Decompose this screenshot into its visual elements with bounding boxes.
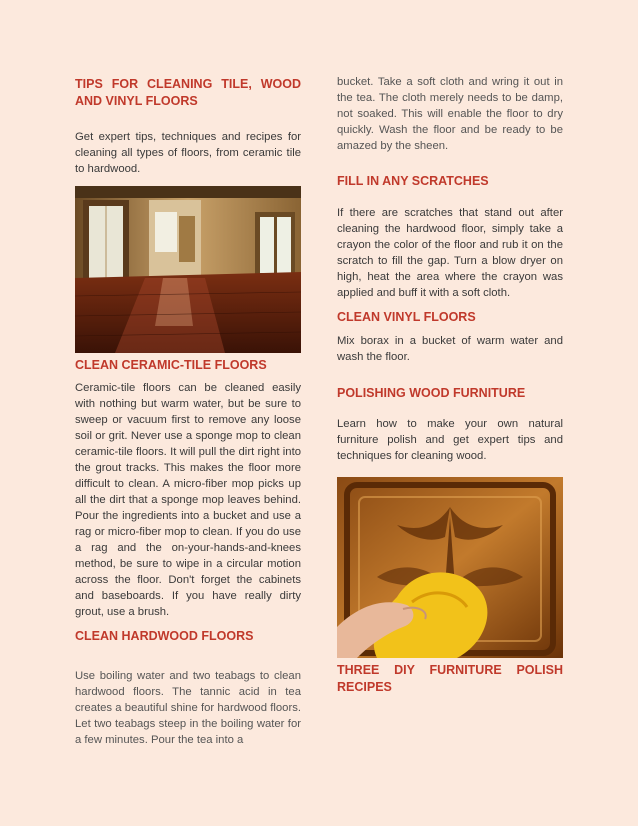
polish-paragraph: Learn how to make your own natural furniture polish and get expert tips and techniques for cleaning wood. xyxy=(337,418,563,462)
scratch-paragraph: If there are scratches that stand out after cleaning the hardwood floor, simply take a crayon the color of the floor and rub it on the scratch to fill the gap. Turn a blow dryer on high, heat the area where the crayon was applied and buff it with a soft cloth. xyxy=(337,207,563,299)
ceramic-heading: CLEAN CERAMIC-TILE FLOORS xyxy=(75,358,267,372)
hardwood-paragraph: Use boiling water and two teabags to clean hardwood floors. The tannic acid in tea creates a beautiful shine for hardwood floors. Let two teabags steep in the boiling water for a few minutes. Pour the tea into a xyxy=(75,670,301,746)
intro-paragraph: Get expert tips, techniques and recipes for cleaning all types of floors, from ceramic tile to hardwood. xyxy=(75,131,301,175)
furniture-polish-photo xyxy=(337,477,563,658)
vinyl-paragraph: Mix borax in a bucket of warm water and wash the floor. xyxy=(337,335,563,363)
ceramic-paragraph: Ceramic-tile floors can be cleaned easily with nothing but warm water, but be sure to sweep or vacuum first to remove any loose soil or grit. Never use a sponge mop to clean ceramic-tile floors. It will pull the dirt right into the grout tracks. This makes the floor more difficult to clean. A micro-fiber mop picks up all the dirt that a sponge mop leaves behind. Pour the ingredients into a bucket and use a rag or micro-fiber mop to clean. If you do use a rag and the on-your-hands-and-knees method, be sure to wipe in a circular motion across the floor. Don't forget the cabinets and baseboards. If you have really dirty grout, use a brush. xyxy=(75,382,301,618)
polish-heading: POLISHING WOOD FURNITURE xyxy=(337,386,526,400)
scratch-heading: FILL IN ANY SCRATCHES xyxy=(337,174,489,188)
page-title: TIPS FOR CLEANING TILE, WOOD AND VINYL FLOORS xyxy=(75,77,301,108)
vinyl-heading: CLEAN VINYL FLOORS xyxy=(337,310,476,324)
hardwood-heading: CLEAN HARDWOOD FLOORS xyxy=(75,629,254,643)
hardwood-paragraph-continued: bucket. Take a soft cloth and wring it out in the tea. The cloth merely needs to be damp, not soaked. This will enable the floor to dry quickly. Wash the floor and be ready to be amazed by the sheen. xyxy=(337,76,563,152)
hardwood-room-photo xyxy=(75,186,301,353)
recipes-heading: THREE DIY FURNITURE POLISH RECIPES xyxy=(337,663,563,694)
